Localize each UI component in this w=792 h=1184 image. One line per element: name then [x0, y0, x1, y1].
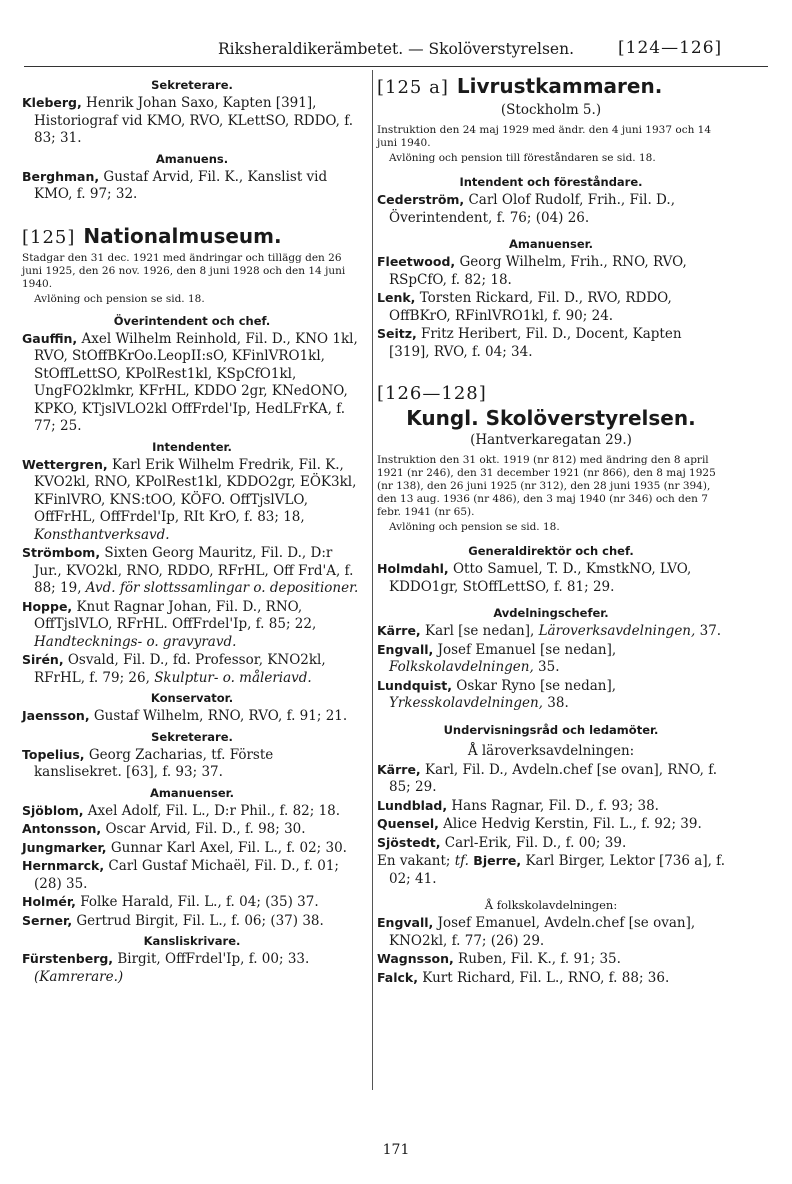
entry-name: Kärre,: [377, 623, 421, 638]
address: (Hantverkaregatan 29.): [470, 432, 632, 448]
entry-text: Georg Wilhelm, Frih., RNO, RVO, RSpCfO, f. 82; 18.: [389, 254, 687, 288]
running-header-range: [124—126]: [618, 38, 723, 58]
section-heading: Intendent och föreståndare.: [459, 175, 643, 189]
salary-note: Avlöning och pension se sid. 18.: [389, 521, 560, 533]
entry-engvall: [377, 641, 725, 677]
entry-name: Falck,: [377, 969, 418, 985]
entry-name: Sjöstedt,: [377, 834, 441, 850]
entry-berghman: [22, 168, 362, 204]
entry-text: Fritz Heribert, Fil. D., Docent, Kapten [319], RVO, f. 04; 34.: [389, 326, 682, 360]
entry-year: 37.: [695, 623, 722, 639]
entry-strombom: [22, 544, 362, 598]
entry-text: Hans Ragnar, Fil. D., f. 93; 38.: [447, 797, 659, 814]
instruction-note: Instruktion den 24 maj 1929 med ändr. den 4 juni 1937 och 14 juni 1940.: [377, 124, 712, 149]
entry-quensel: [377, 815, 725, 834]
entry-text: Karl Birger, Lektor [736 a], f. 02; 41.: [389, 853, 725, 887]
entry-karre: [377, 622, 725, 641]
section-number: [125 a]: [377, 77, 449, 98]
entry-name: Seitz,: [377, 326, 417, 341]
department-heading: Å folkskolavdelningen:: [484, 898, 618, 912]
section-heading: Sekreterare.: [151, 729, 233, 744]
entry-department: Handtecknings- o. gravyravd.: [34, 633, 237, 650]
entry-kleberg: [22, 94, 362, 148]
entry-sjoblom: [22, 802, 362, 821]
entry-sjostedt: [377, 834, 725, 853]
entry-text: Gustaf Wilhelm, RNO, RVO, f. 91; 21.: [89, 708, 348, 724]
entry-name: Fürstenberg,: [22, 951, 114, 966]
entry-department: Skulptur- o. måleriavd.: [154, 669, 312, 686]
entry-text: Karl, Fil. D., Avdeln.chef [se ovan], RNO, f. 85; 29.: [389, 761, 718, 795]
entry-serner: [22, 912, 362, 931]
section-heading: Undervisningsråd och ledamöter.: [443, 722, 659, 737]
entry-name: Holmdahl,: [377, 561, 449, 576]
entry-name: Hernmarck,: [22, 858, 105, 873]
entry-holmdahl: [377, 560, 725, 596]
entry-falck: [377, 969, 725, 988]
entry-text: Oskar Ryno [se nedan],: [452, 677, 617, 694]
entry-siren: [22, 651, 362, 687]
entry-text: Oscar Arvid, Fil. D., f. 98; 30.: [101, 821, 306, 837]
entry-antonsson: [22, 820, 362, 839]
section-heading: Konservator.: [150, 691, 234, 705]
entry-name: Sjöblom,: [22, 802, 84, 818]
entry-text: Josef Emanuel, Avdeln.chef [se ovan], KNO2kl, f. 77; (26) 29.: [389, 915, 696, 949]
entry-furstenberg: [22, 950, 362, 986]
section-heading: Kansliskrivare.: [143, 934, 241, 948]
entry-text: Gustaf Arvid, Fil. K., Kanslist vid KMO, f. 97; 32.: [34, 168, 328, 202]
entry-name: Hoppe,: [22, 598, 73, 614]
entry-text: Osvald, Fil. D., fd. Professor, KNO2kl, RFrHL, f. 79; 26,: [34, 652, 326, 686]
entry-text: Henrik Johan Saxo, Kapten [391], Historiograf vid KMO, RVO, KLettSO, RDDO, f. 83; 31.: [34, 95, 354, 146]
right-column: [377, 74, 725, 987]
entry-text: Folke Harald, Fil. L., f. 04; (35) 37.: [75, 894, 319, 910]
entry-role: (Kamrerare.): [34, 968, 124, 985]
entry-name: Quensel,: [377, 816, 439, 831]
section-heading: Amanuenser.: [508, 237, 594, 251]
entry-text: Axel Adolf, Fil. L., D:r Phil., f. 82; 18.: [83, 802, 341, 819]
instruction-note: Instruktion den 31 okt. 1919 (nr 812) med ändring den 8 april 1921 (nr 246), den 31 december 1921 (nr 866), den 8 maj 1925 (nr 138), den 26 juni 1925 (nr 312), den 28 juni 1935 (nr 394), den 13 aug. 1936 (nr 486), den 3 maj 1940 (nr 346) och den 7 febr. 1941 (nr 65).: [377, 454, 716, 518]
page-number: 171: [382, 1142, 410, 1158]
section-heading: Avdelningschefer.: [493, 606, 609, 620]
entry-tf: tf.: [454, 853, 469, 869]
section-heading: Överintendent och chef.: [113, 313, 271, 328]
entry-name: Kärre,: [377, 761, 421, 777]
entry-name: Fleetwood,: [377, 254, 456, 269]
entry-hernmarck: [22, 857, 362, 893]
entry-name: Sirén,: [22, 652, 64, 667]
section-heading: Amanuens.: [155, 151, 229, 166]
section-126-number: [377, 383, 725, 404]
entry-seitz: [377, 325, 725, 361]
entry-text: Carl-Erik, Fil. D., f. 00; 39.: [440, 834, 627, 851]
header-rule: [24, 66, 768, 67]
section-number: [125]: [22, 226, 76, 248]
entry-wagnsson: [377, 950, 725, 969]
entry-text: Torsten Rickard, Fil. D., RVO, RDDO, OffBKrO, RFinlVRO1kl, f. 90; 24.: [389, 290, 672, 324]
address: (Stockholm 5.): [500, 102, 602, 118]
section-title: Kungl. Skolöverstyrelsen.: [406, 406, 696, 430]
entry-text: Karl [se nedan],: [420, 623, 539, 639]
entry-prefix: En vakant;: [377, 853, 455, 869]
entry-text: Carl Gustaf Michaël, Fil. D., f. 01; (28) 35.: [34, 858, 339, 892]
entry-department: Läroverksavdelningen,: [538, 623, 696, 639]
statute-note: Stadgar den 31 dec. 1921 med ändringar och tillägg den 26 juni 1925, den 26 nov. 1926, den 8 juni 1928 och den 14 juni 1940.: [22, 251, 346, 290]
entry-text: Ruben, Fil. K., f. 91; 35.: [453, 951, 621, 967]
entry-department: Konsthantverksavd.: [34, 526, 170, 543]
entry-name: Wagnsson,: [377, 951, 454, 966]
entry-lundblad: [377, 797, 725, 816]
entry-text: Karl Erik Wilhelm Fredrik, Fil. K., KVO2kl, RNO, KPolRest1kl, KDDO2gr, EÖK3kl, KFinlVRO, KNS:tOO, KÖFO. OffTjslVLO, OffFrHL, OffFrdel'Ip, RIt KrO, f. 83; 18,: [34, 456, 357, 525]
entry-name: Wettergren,: [22, 456, 108, 472]
entry-karre-2: [377, 761, 725, 797]
entry-department: Yrkesskolavdelningen,: [389, 695, 543, 711]
entry-engvall-2: [377, 914, 725, 950]
entry-name: Lundquist,: [377, 677, 453, 693]
entry-name: Antonsson,: [22, 821, 102, 836]
entry-wettergren: [22, 456, 362, 545]
running-header-title: Riksheraldikerämbetet. — Skolöverstyrelsen.: [217, 40, 575, 58]
entry-name: Berghman,: [22, 168, 100, 184]
entry-name: Serner,: [22, 912, 73, 928]
entry-name: Engvall,: [377, 915, 434, 930]
entry-jaensson: [22, 707, 362, 726]
entry-text: Sixten Georg Mauritz, Fil. D., D:r Jur., KVO2kl, RNO, RDDO, RFrHL, Off Frd'A, f. 88; 19,: [34, 545, 354, 596]
entry-jungmarker: [22, 839, 362, 858]
entry-name: Engvall,: [377, 641, 434, 657]
entry-department: Folkskolavdelningen,: [389, 659, 534, 675]
entry-text: Carl Olof Rudolf, Frih., Fil. D., Överintendent, f. 76; (04) 26.: [389, 192, 675, 226]
entry-hoppe: [22, 598, 362, 652]
entry-topelius: [22, 746, 362, 782]
entry-year: 38.: [542, 695, 569, 711]
salary-note: Avlöning och pension till föreståndaren se sid. 18.: [389, 152, 656, 164]
entry-text: Birgit, OffFrdel'Ip, f. 00; 33.: [113, 951, 310, 967]
entry-text: Gunnar Karl Axel, Fil. L., f. 02; 30.: [106, 839, 347, 856]
section-125-header: [22, 224, 362, 248]
entry-name: Holmér,: [22, 894, 76, 909]
entry-name: Kleberg,: [22, 95, 82, 110]
entry-vakant: [377, 852, 725, 888]
section-125a-header: [377, 74, 725, 98]
entry-name: Cederström,: [377, 192, 465, 207]
entry-text: Knut Ragnar Johan, Fil. D., RNO, OffTjslVLO, RFrHL. OffFrdel'Ip, f. 85; 22,: [34, 598, 317, 632]
section-heading: Sekreterare.: [151, 78, 233, 92]
section-number: [126—128]: [377, 383, 487, 404]
section-title: Livrustkammaren.: [456, 74, 663, 98]
department-heading: Å läroverksavdelningen:: [467, 742, 635, 759]
entry-lenk: [377, 289, 725, 325]
entry-text: Axel Wilhelm Reinhold, Fil. D., KNO 1kl, RVO, StOffBKrOo.LeopII:sO, KFinlVRO1kl, StOffLettSO, KPolRest1kl, KSpCfO1kl, UngFO2klmkr, KFrHL, KDDO 2gr, KNedONO, KPKO, KTjslVLO2kl OffFrdel'Ip, HedLFrKA, f. 77; 25.: [34, 330, 358, 434]
entry-text: Alice Hedvig Kerstin, Fil. L., f. 92; 39.: [438, 816, 702, 832]
entry-department: Avd. för slottssamlingar o. depositioner.: [85, 580, 359, 596]
section-title: Nationalmuseum.: [83, 223, 282, 248]
entry-text: Gertrud Birgit, Fil. L., f. 06; (37) 38.: [72, 912, 324, 929]
entry-name: Bjerre,: [468, 853, 522, 868]
section-heading: Generaldirektör och chef.: [468, 544, 634, 558]
entry-text: Kurt Richard, Fil. L., RNO, f. 88; 36.: [418, 969, 670, 986]
entry-name: Jungmarker,: [22, 839, 107, 855]
entry-name: Topelius,: [22, 746, 85, 762]
column-divider: [372, 70, 373, 1090]
entry-text: Otto Samuel, T. D., KmstkNO, LVO, KDDO1gr, StOffLettSO, f. 81; 29.: [389, 561, 692, 595]
entry-gauffin: [22, 330, 362, 436]
entry-year: 35.: [533, 659, 560, 675]
entry-lundquist: [377, 677, 725, 713]
entry-name: Jaensson,: [22, 708, 90, 723]
salary-note: Avlöning och pension se sid. 18.: [34, 292, 205, 305]
entry-cederstrom: [377, 191, 725, 227]
entry-text: Josef Emanuel [se nedan],: [433, 641, 617, 658]
entry-holmer: [22, 893, 362, 912]
entry-text: Georg Zacharias, tf. Förste kanslisekret. [63], f. 93; 37.: [34, 746, 274, 780]
entry-fleetwood: [377, 253, 725, 289]
entry-name: Gauffin,: [22, 330, 78, 346]
entry-name: Strömbom,: [22, 545, 101, 560]
section-heading: Intendenter.: [152, 439, 232, 454]
entry-name: Lundblad,: [377, 797, 448, 813]
entry-name: Lenk,: [377, 290, 416, 305]
section-heading: Amanuenser.: [149, 785, 235, 800]
left-column: [22, 74, 362, 986]
